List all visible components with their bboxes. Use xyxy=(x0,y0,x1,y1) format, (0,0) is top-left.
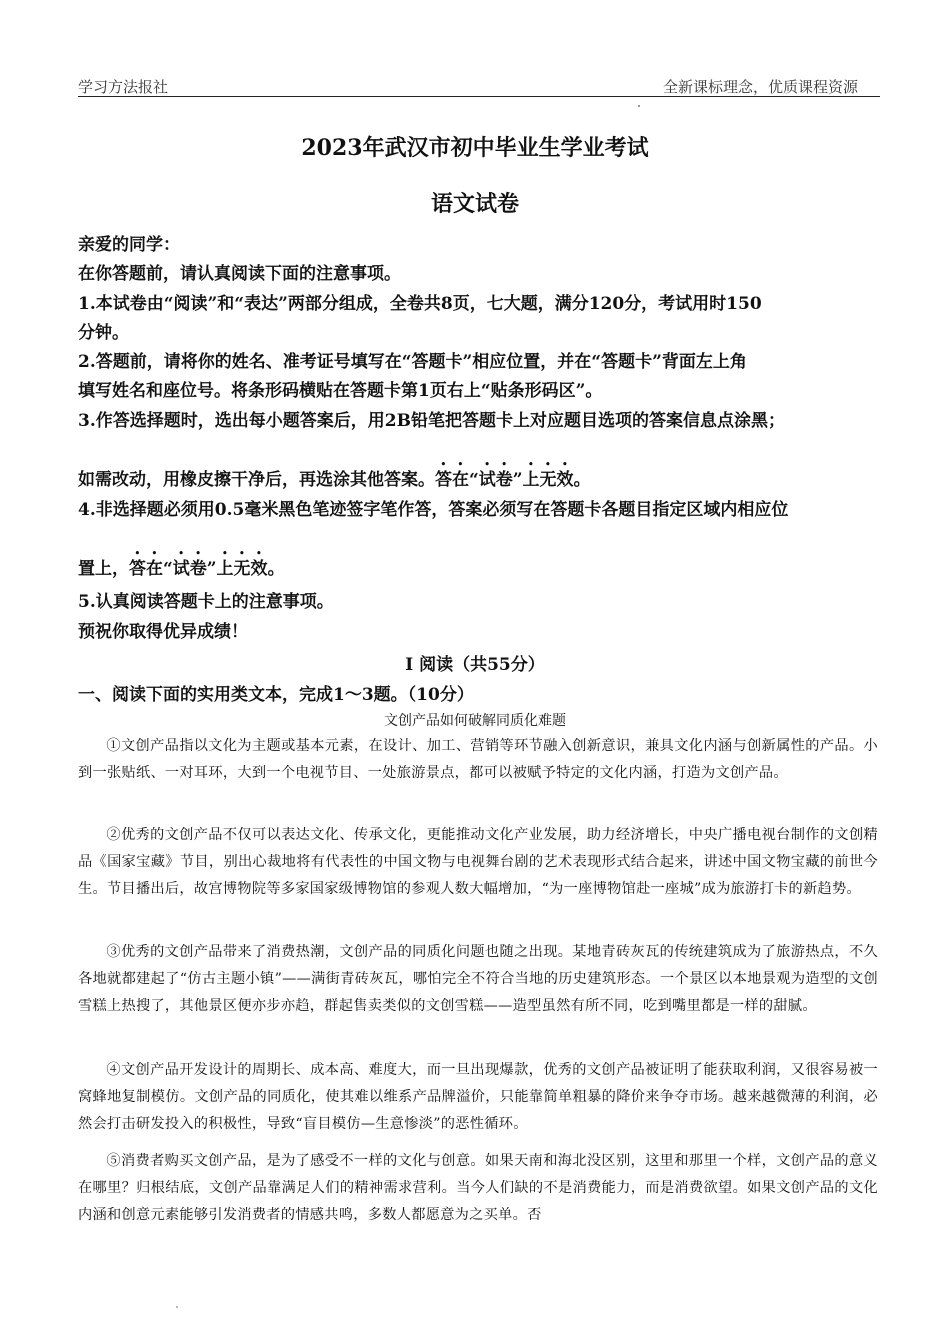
period: 。 xyxy=(573,470,591,490)
question-heading: 一、阅读下面的实用类文本，完成1～3题。（10分） xyxy=(78,685,474,705)
notice-greeting: 亲爱的同学： xyxy=(78,235,180,255)
notice-item-3b xyxy=(78,460,878,490)
exam-subtitle: 语文试卷 xyxy=(430,191,519,217)
emphasis-text: 答在“试卷”上无效 xyxy=(435,470,574,490)
notice-item-3a: 3.作答选择题时，选出每小题答案后，用2B铅笔把答题卡上对应题目选项的答案信息点涂黑； xyxy=(78,411,785,431)
period: 。 xyxy=(267,559,285,579)
page-header xyxy=(78,74,880,97)
header-slogan: 全新课标理念，优质课程资源 xyxy=(662,78,858,96)
emphasis-text: 答在“试卷”上无效 xyxy=(129,559,268,579)
notice-item-3b-text: 如需改动，用橡皮擦干净后，再选涂其他答案。 xyxy=(78,470,435,490)
article-paragraph-2: ②优秀的文创产品不仅可以表达文化、传承文化，更能推动文化产业发展，助力经济增长，中央广播电视台制作的文创精品《国家宝藏》节目，别出心裁地将有代表性的中国文物与电视舞台剧的艺术表现形式结合起来，讲述中国文物宝藏的前世今生。节目播出后，故宫博物院等多家国家级博物馆的参观人数大幅增加，“为一座博物馆赴一座城”成为旅游打卡的新趋势。 xyxy=(78,827,878,897)
notice-item-4a: 4.非选择题必须用0.5毫米黑色笔迹签字笔作答，答案必须写在答题卡各题目指定区域内相应位 xyxy=(78,500,789,520)
article-paragraph-4: ④文创产品开发设计的周期长、成本高、难度大，而一旦出现爆款，优秀的文创产品被证明了能获取利润，又很容易被一窝蜂地复制模仿。文创产品的同质化，使其难以维系产品牌溢价，只能靠简单粗暴的降价来争夺市场。越来越微薄的利润，必然会打击研发投入的积极性，导致“盲目模仿—生意惨淡”的恶性循环。 xyxy=(78,1062,878,1132)
stray-mark xyxy=(176,1306,178,1308)
notice-item-2b: 填写姓名和座位号。将条形码横贴在答题卡第1页右上“贴条形码区”。 xyxy=(78,381,603,401)
notice-item-1b: 分钟。 xyxy=(78,323,129,343)
notice-intro: 在你答题前，请认真阅读下面的注意事项。 xyxy=(78,264,401,284)
publisher-name: 学习方法报社 xyxy=(78,78,169,96)
notice-item-4b-text: 置上， xyxy=(78,559,129,579)
notice-item-2a: 2.答题前，请将你的姓名、准考证号填写在“答题卡”相应位置，并在“答题卡”背面左上角 xyxy=(78,352,747,372)
article-paragraph-5: ⑤消费者购买文创产品，是为了感受不一样的文化与创意。如果天南和海北没区别，这里和那里一个样，文创产品的意义在哪里？归根结底，文创产品靠满足人们的精神需求营利。当今人们缺的不是消费能力，而是消费欲望。如果文创产品的文化内涵和创意元素能够引发消费者的情感共鸣，多数人都愿意为之买单。否 xyxy=(78,1153,878,1223)
exam-title: 2023年武汉市初中毕业生学业考试 xyxy=(301,135,649,161)
article-paragraph-1: ①文创产品指以文化为主题或基本元素，在设计、加工、营销等环节融入创新意识，兼具文化内涵与创新属性的产品。小到一张贴纸、一对耳环，大到一个电视节目、一处旅游景点，都可以被赋予特定的文化内涵，打造为文创产品。 xyxy=(78,738,878,781)
notice-item-4b xyxy=(78,549,878,579)
notice-item-5: 5.认真阅读答题卡上的注意事项。 xyxy=(78,592,334,612)
notice-item-1a: 1.本试卷由“阅读”和“表达”两部分组成，全卷共8页，七大题，满分120分，考试用时150 xyxy=(78,294,762,314)
article-paragraph-3: ③优秀的文创产品带来了消费热潮，文创产品的同质化问题也随之出现。某地青砖灰瓦的传统建筑成为了旅游热点，不久各地就都建起了“仿古主题小镇”——满街青砖灰瓦，哪怕完全不符合当地的历史建筑形态。一个景区以本地景观为造型的文创雪糕上热搜了，其他景区便亦步亦趋，群起售卖类似的文创雪糕——造型虽然有所不同，吃到嘴里都是一样的甜腻。 xyxy=(78,944,878,1014)
stray-mark xyxy=(638,105,640,107)
notice-closing: 预祝你取得优异成绩！ xyxy=(78,622,248,642)
section-heading: Ⅰ 阅读（共55分） xyxy=(405,655,545,675)
article-title: 文创产品如何破解同质化难题 xyxy=(384,713,566,729)
